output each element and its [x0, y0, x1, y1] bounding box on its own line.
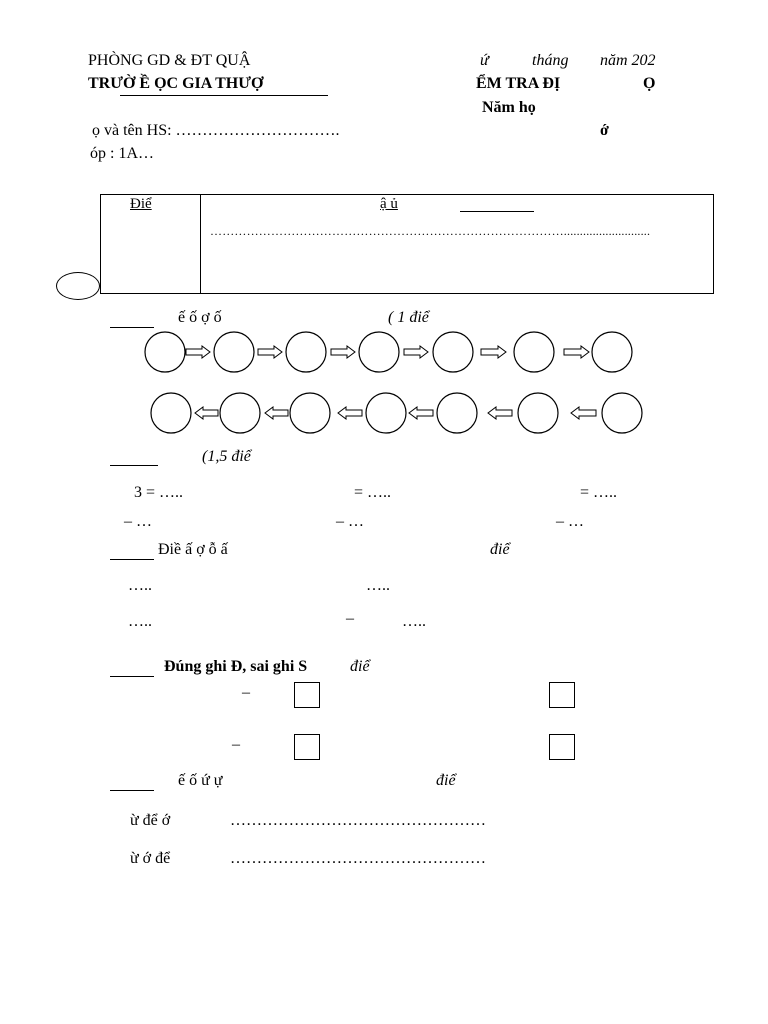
q4-row2-minus: – — [232, 736, 240, 753]
q4-answer-box[interactable] — [549, 734, 575, 760]
q3-row1-col1[interactable]: ….. — [128, 577, 152, 594]
left-arrow-icon — [338, 407, 362, 419]
right-arrow-icon — [404, 346, 428, 358]
q1-points: ( 1 điể — [388, 309, 429, 326]
q5-line2-label: ừ ớ để — [130, 850, 171, 867]
q5-line1-label: ừ để ớ — [130, 812, 171, 829]
department-name: PHÒNG GD & ĐT QUẬ — [88, 52, 251, 69]
q2-number-blank — [110, 465, 158, 466]
q4-answer-box[interactable] — [294, 682, 320, 708]
q4-answer-box[interactable] — [549, 682, 575, 708]
right-arrow-icon — [186, 346, 210, 358]
seq-circle[interactable] — [366, 393, 406, 433]
q5-line2-answer[interactable]: ………………………………………… — [230, 850, 486, 867]
class-line[interactable]: óp : 1A… — [90, 145, 154, 162]
q2-row1-col1[interactable]: 3 = ….. — [134, 484, 184, 501]
q5-number-blank — [110, 790, 154, 791]
student-name-line[interactable]: ọ và tên HS: …………………………. — [92, 122, 340, 139]
q2-points: (1,5 điể — [202, 448, 251, 465]
q4-number-blank — [110, 676, 154, 677]
q4-points: điể — [350, 658, 370, 675]
seq-circle[interactable] — [602, 393, 642, 433]
q3-row1-col2[interactable]: ….. — [366, 577, 390, 594]
q3-number-blank — [110, 559, 154, 560]
q3-row2-minus: – — [346, 610, 354, 627]
exam-title: ỂM TRA ĐỊ — [476, 75, 561, 92]
date-month: tháng — [532, 52, 569, 69]
seq-circle[interactable] — [592, 332, 632, 372]
q5-text: ế ố ứ ự — [178, 772, 223, 789]
seq-circle[interactable] — [518, 393, 558, 433]
exam-title-suffix: Ọ — [643, 75, 656, 92]
left-arrow-icon — [488, 407, 512, 419]
right-arrow-icon — [258, 346, 282, 358]
q4-row1-minus: – — [242, 684, 250, 701]
left-arrow-icon — [195, 407, 218, 419]
q2-row2-col3[interactable]: – … — [556, 513, 584, 530]
left-arrow-icon — [409, 407, 433, 419]
comment-label: ậ ủ — [380, 196, 398, 212]
right-arrow-icon — [331, 346, 355, 358]
left-arrow-icon — [571, 407, 596, 419]
q4-text: Đúng ghi Đ, sai ghi S — [164, 658, 308, 675]
seq-circle[interactable] — [290, 393, 330, 433]
comment-dots[interactable]: ……………………………………………………………………………........................... — [210, 224, 651, 238]
seq-circle[interactable] — [214, 332, 254, 372]
seq-circle[interactable] — [286, 332, 326, 372]
seq-circle[interactable] — [514, 332, 554, 372]
q3-text: Điề ấ ợ ỗ ấ — [158, 541, 228, 558]
class-mark: ớ — [600, 122, 609, 139]
q2-row1-col2[interactable]: = ….. — [354, 484, 392, 501]
seq-circle[interactable] — [145, 332, 185, 372]
seq-circle[interactable] — [220, 393, 260, 433]
score-label: Điể — [130, 196, 152, 212]
seq-circle[interactable] — [437, 393, 477, 433]
q3-row2-col1[interactable]: ….. — [128, 613, 152, 630]
school-year: Năm họ — [482, 99, 536, 116]
left-arrow-icon — [265, 407, 288, 419]
date-year: năm 202 — [600, 52, 656, 69]
q2-row2-col1[interactable]: – … — [124, 513, 152, 530]
right-arrow-icon — [564, 346, 589, 358]
q5-points: điể — [436, 772, 456, 789]
number-sequence-diagram — [0, 0, 768, 460]
q4-answer-box[interactable] — [294, 734, 320, 760]
q3-row2-col3[interactable]: ….. — [402, 613, 426, 630]
q2-row2-col2[interactable]: – … — [336, 513, 364, 530]
q3-points: điể — [490, 541, 510, 558]
seq-circle[interactable] — [359, 332, 399, 372]
seq-circle[interactable] — [433, 332, 473, 372]
seq-circle[interactable] — [151, 393, 191, 433]
date-day: ứ — [480, 52, 489, 69]
right-arrow-icon — [481, 346, 506, 358]
school-name: TRƯỜ Ề ỌC GIA THƯỢ — [88, 75, 264, 92]
q5-line1-answer[interactable]: ………………………………………… — [230, 812, 486, 829]
q1-text: ế ố ợ ố — [178, 309, 222, 326]
q2-row1-col3[interactable]: = ….. — [580, 484, 618, 501]
